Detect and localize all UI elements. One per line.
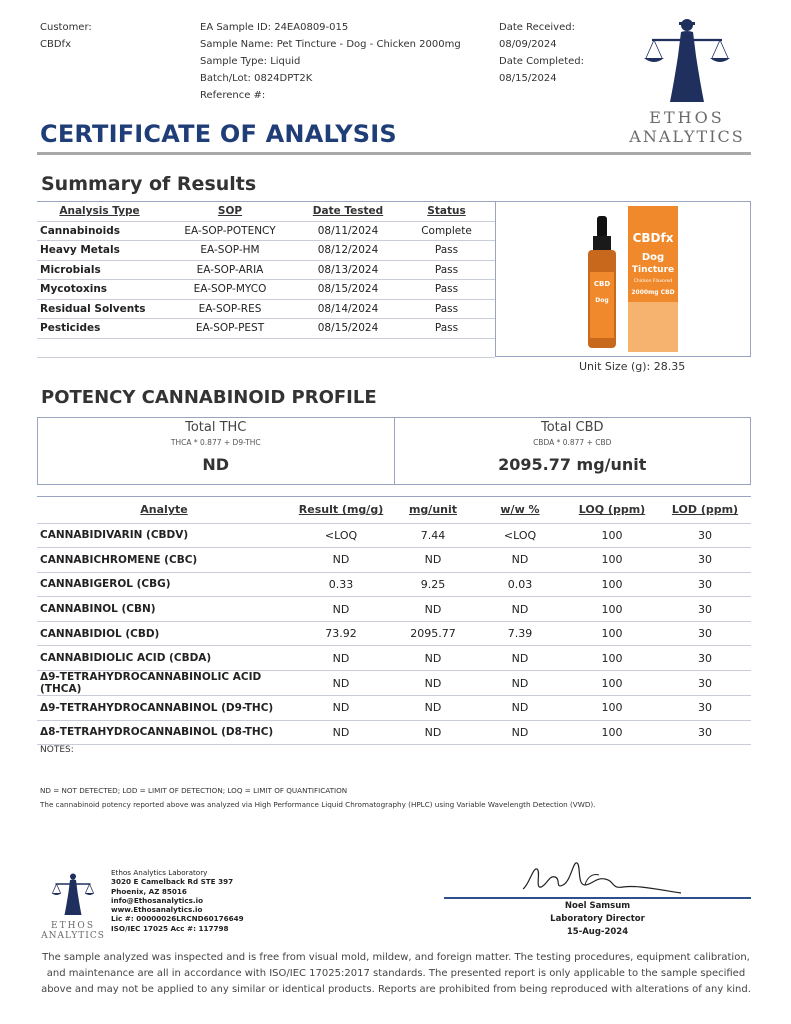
- table-row: [37, 720, 751, 745]
- summary-table: [37, 201, 495, 358]
- date-tested: 08/14/2024: [298, 299, 398, 319]
- analysis-type: Mycotoxins: [37, 280, 162, 300]
- ww: ND: [475, 597, 565, 622]
- table-row: [37, 221, 495, 241]
- table-row: [37, 319, 495, 339]
- footer-logo: [36, 870, 110, 942]
- potency-header: w/w %: [500, 503, 540, 517]
- customer-label: Customer:: [40, 22, 92, 33]
- table-row: [37, 548, 751, 573]
- sop: EA-SOP-ARIA: [162, 260, 298, 280]
- analysis-type: Cannabinoids: [37, 221, 162, 241]
- result: ND: [291, 597, 391, 622]
- product-image: [495, 201, 751, 357]
- sample-block: [200, 19, 461, 104]
- lod: 30: [659, 597, 751, 622]
- date-tested: 08/12/2024: [298, 241, 398, 261]
- table-row: [37, 523, 751, 548]
- analyte: CANNABIDIOLIC ACID (CBDA): [37, 646, 291, 671]
- ww: <LOQ: [475, 523, 565, 548]
- analysis-type: Microbials: [37, 260, 162, 280]
- lod: 30: [659, 696, 751, 721]
- signature-date: 15-Aug-2024: [566, 927, 629, 937]
- totals-box: [37, 417, 751, 485]
- table-row: [37, 260, 495, 280]
- table-row: [37, 280, 495, 300]
- mg-unit: ND: [391, 720, 475, 745]
- dates-block: [499, 19, 584, 87]
- lab-name: Ethos Analytics Laboratory: [111, 868, 208, 877]
- lab-iso: ISO/IEC 17025 Acc #: 117798: [111, 923, 229, 933]
- customer-block: [40, 19, 92, 53]
- potency-header: LOD (ppm): [671, 503, 739, 517]
- lod: 30: [659, 572, 751, 597]
- analyte: CANNABINOL (CBN): [37, 597, 291, 622]
- status: Pass: [398, 319, 495, 339]
- lod: 30: [659, 523, 751, 548]
- sop: EA-SOP-HM: [162, 241, 298, 261]
- result: <LOQ: [291, 523, 391, 548]
- title-divider: [37, 152, 751, 155]
- loq: 100: [565, 671, 659, 696]
- result: ND: [291, 646, 391, 671]
- loq: 100: [565, 597, 659, 622]
- box-flavor: Chicken Flavored: [633, 279, 673, 284]
- lod: 30: [659, 621, 751, 646]
- total-cbd-cell: [394, 418, 751, 484]
- potency-header: Result (mg/g): [298, 503, 384, 517]
- signature-icon: [515, 855, 685, 899]
- lod: 30: [659, 548, 751, 573]
- signer-name: Noel Samsum: [564, 901, 631, 911]
- date-completed: 08/15/2024: [499, 73, 557, 84]
- total-thc-formula: THCA * 0.877 + D9-THC: [170, 438, 261, 447]
- lab-address2: Phoenix, AZ 85016: [111, 886, 187, 896]
- table-row: [37, 671, 751, 696]
- box-brand: CBDfx: [632, 231, 674, 245]
- mg-unit: ND: [391, 646, 475, 671]
- potency-table: [37, 496, 751, 745]
- summary-title: Summary of Results: [41, 173, 257, 195]
- total-cbd-formula: CBDA * 0.877 + CBD: [533, 438, 612, 447]
- footer-disclaimer: The sample analyzed was inspected and is free from visual mold, mildew, and foreign matter. The testing procedures, equipment calibration, and maintenance are all in accordance with ISO/IEC 17025:2017 standards. The presented report is only applicable to the sample specified above and may not be applied to any similar or identical products. Reports are prohibited from being reproduced with alterations of any kind.: [41, 952, 751, 995]
- loq: 100: [565, 572, 659, 597]
- ww: 0.03: [475, 572, 565, 597]
- total-thc-label: Total THC: [185, 420, 247, 435]
- sample-type: Sample Type: Liquid: [200, 56, 301, 67]
- sop: EA-SOP-RES: [162, 299, 298, 319]
- status: Complete: [398, 221, 495, 241]
- sample-name: Sample Name: Pet Tincture - Dog - Chicken 2000mg: [200, 39, 461, 50]
- box-line2: Tincture: [631, 265, 675, 275]
- analyte: Δ8-TETRAHYDROCANNABINOL (D8-THC): [37, 720, 291, 745]
- loq: 100: [565, 646, 659, 671]
- mg-unit: 2095.77: [391, 621, 475, 646]
- lady-justice-small-icon: [36, 870, 110, 916]
- lab-address1: 3020 E Camelback Rd STE 397: [111, 877, 234, 887]
- mg-unit: ND: [391, 696, 475, 721]
- summary-header: Status: [427, 205, 466, 218]
- svg-text:Dog: Dog: [595, 297, 609, 304]
- footer-logo-line1: ETHOS: [51, 921, 95, 931]
- result: ND: [291, 548, 391, 573]
- lab-website: www.Ethosanalytics.io: [111, 905, 203, 915]
- reference: Reference #:: [200, 90, 266, 101]
- potency-header: mg/unit: [408, 503, 458, 517]
- ww: ND: [475, 548, 565, 573]
- potency-header: LOQ (ppm): [578, 503, 646, 517]
- ww: ND: [475, 720, 565, 745]
- potency-title: POTENCY CANNABINOID PROFILE: [41, 387, 377, 408]
- lod: 30: [659, 671, 751, 696]
- signer-role: Laboratory Director: [550, 914, 645, 924]
- lab-info: [111, 868, 244, 933]
- logo-line1: ETHOS: [649, 108, 725, 127]
- ww: ND: [475, 646, 565, 671]
- table-row: [37, 646, 751, 671]
- page-title: CERTIFICATE OF ANALYSIS: [40, 120, 397, 148]
- mg-unit: ND: [391, 671, 475, 696]
- svg-text:CBD: CBD: [593, 280, 611, 288]
- lady-justice-icon: [624, 12, 750, 104]
- analyte: Δ9-TETRAHYDROCANNABINOL (D9-THC): [37, 696, 291, 721]
- ethos-logo: [624, 12, 750, 144]
- ww: ND: [475, 696, 565, 721]
- summary-header: Date Tested: [312, 205, 384, 218]
- unit-size: Unit Size (g): 28.35: [579, 360, 686, 373]
- analyte: CANNABICHROMENE (CBC): [37, 548, 291, 573]
- table-row: [37, 597, 751, 622]
- ww: ND: [475, 671, 565, 696]
- customer-name: CBDfx: [40, 39, 71, 50]
- loq: 100: [565, 523, 659, 548]
- status: Pass: [398, 280, 495, 300]
- signature-block: [444, 900, 751, 939]
- logo-line2: ANALYTICS: [629, 127, 745, 146]
- product-box-icon: [496, 202, 750, 356]
- ww: 7.39: [475, 621, 565, 646]
- sop: EA-SOP-PEST: [162, 319, 298, 339]
- analysis-type: Residual Solvents: [37, 299, 162, 319]
- batch-lot: Batch/Lot: 0824DPT2K: [200, 73, 313, 84]
- status: Pass: [398, 299, 495, 319]
- method-note: The cannabinoid potency reported above was analyzed via High Performance Liquid Chromatography (HPLC) using Variable Wavelength Detection (VWD).: [40, 800, 596, 809]
- loq: 100: [565, 696, 659, 721]
- potency-header: Analyte: [140, 503, 188, 517]
- analyte: CANNABIDIOL (CBD): [37, 621, 291, 646]
- table-row: [37, 696, 751, 721]
- date-tested: 08/15/2024: [298, 280, 398, 300]
- box-line1: Dog: [641, 252, 665, 263]
- sop: EA-SOP-MYCO: [162, 280, 298, 300]
- signature-line: [444, 897, 751, 899]
- total-cbd-label: Total CBD: [541, 420, 604, 435]
- date-completed-label: Date Completed:: [499, 56, 584, 67]
- lod: 30: [659, 720, 751, 745]
- table-row: [37, 572, 751, 597]
- date-tested: 08/15/2024: [298, 319, 398, 339]
- date-tested: 08/13/2024: [298, 260, 398, 280]
- mg-unit: ND: [391, 597, 475, 622]
- result: ND: [291, 696, 391, 721]
- box-strength: 2000mg CBD: [631, 289, 675, 296]
- loq: 100: [565, 548, 659, 573]
- result: ND: [291, 720, 391, 745]
- table-row: [37, 338, 495, 358]
- mg-unit: 7.44: [391, 523, 475, 548]
- analysis-type: Pesticides: [37, 319, 162, 339]
- mg-unit: ND: [391, 548, 475, 573]
- result: 73.92: [291, 621, 391, 646]
- total-cbd-value: 2095.77 mg/unit: [498, 455, 647, 474]
- footer-logo-line2: ANALYTICS: [41, 931, 105, 941]
- loq: 100: [565, 621, 659, 646]
- summary-header: SOP: [217, 205, 243, 218]
- definitions-note: ND = NOT DETECTED; LOD = LIMIT OF DETECTION; LOQ = LIMIT OF QUANTIFICATION: [40, 786, 348, 795]
- lab-email: info@Ethosanalytics.io: [111, 895, 204, 905]
- analyte: CANNABIGEROL (CBG): [37, 572, 291, 597]
- lab-license: Lic #: 00000026LRCND60176649: [111, 914, 244, 924]
- loq: 100: [565, 720, 659, 745]
- total-thc-cell: [38, 418, 394, 484]
- lod: 30: [659, 646, 751, 671]
- sop: EA-SOP-POTENCY: [162, 221, 298, 241]
- result: 0.33: [291, 572, 391, 597]
- date-received-label: Date Received:: [499, 22, 575, 33]
- notes-label: NOTES:: [40, 745, 74, 755]
- table-row: [37, 621, 751, 646]
- total-thc-value: ND: [202, 455, 230, 474]
- analyte: CANNABIDIVARIN (CBDV): [37, 523, 291, 548]
- date-received: 08/09/2024: [499, 39, 557, 50]
- date-tested: 08/11/2024: [298, 221, 398, 241]
- table-row: [37, 241, 495, 261]
- status: Pass: [398, 241, 495, 261]
- table-row: [37, 299, 495, 319]
- summary-header: Analysis Type: [59, 205, 140, 218]
- sample-id: EA Sample ID: 24EA0809-015: [200, 22, 349, 33]
- result: ND: [291, 671, 391, 696]
- analysis-type: Heavy Metals: [37, 241, 162, 261]
- analyte: Δ9-TETRAHYDROCANNABINOLIC ACID (THCA): [37, 671, 291, 696]
- status: Pass: [398, 260, 495, 280]
- mg-unit: 9.25: [391, 572, 475, 597]
